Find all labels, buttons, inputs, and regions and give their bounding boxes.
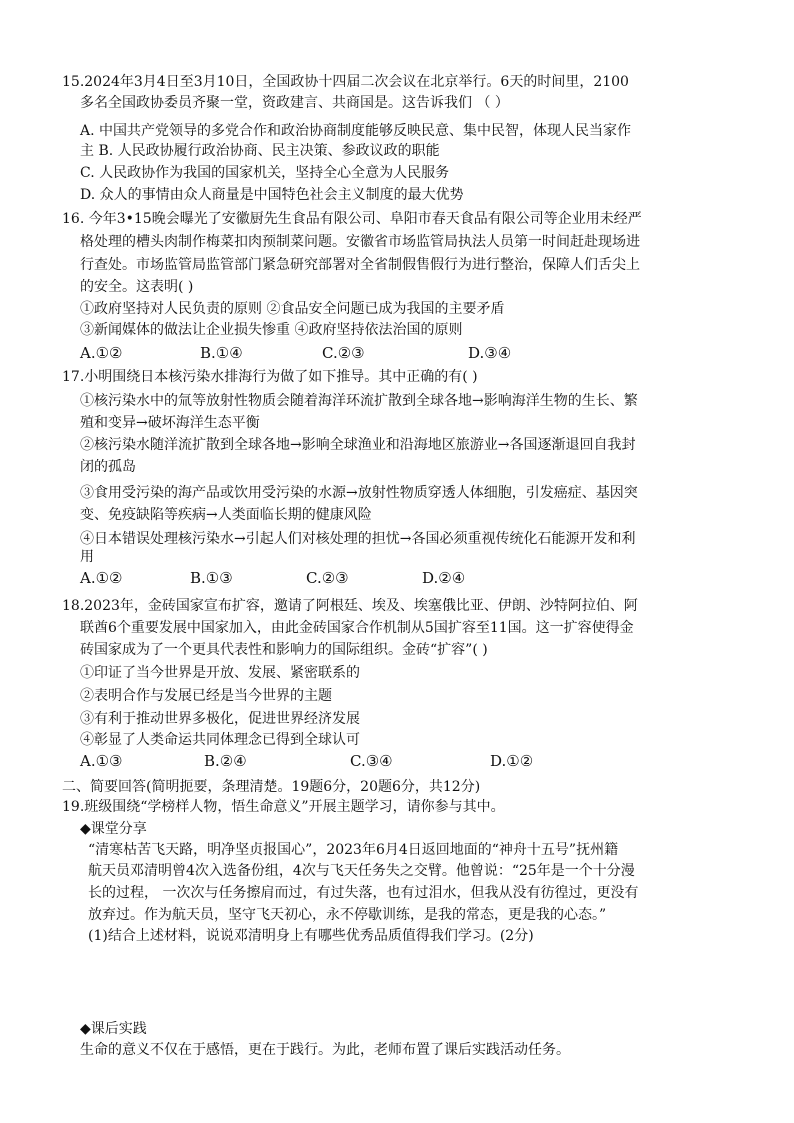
practice-heading: ◆课后实践: [80, 1021, 147, 1037]
q18-statement: ②表明合作与发展已经是当今世界的主题: [80, 688, 332, 704]
q18-line: 砖国家成为了一个更具代表性和影响力的国际组织。金砖“扩容”( ): [80, 642, 488, 658]
q16-option: A.①②: [80, 344, 123, 362]
q17-statement: ④日本错误处理核污染水→引起人们对核处理的担忧→各国必须重视传统化石能源开发和利: [80, 531, 636, 547]
q15-option-a: A. 中国共产党领导的多党合作和政治协商制度能够反映民意、集中民智，体现人民当家作: [80, 123, 632, 139]
q16-line: 行查处。市场监管局监管部门紧急研究部署对全省制假售假行为进行整治，保障人们舌尖上: [80, 257, 640, 273]
practice-line: 生命的意义不仅在于感悟，更在于践行。为此，老师布置了课后实践活动任务。: [80, 1042, 570, 1058]
q18-option: C.③④: [350, 752, 393, 770]
q18-option: B.②④: [204, 752, 247, 770]
q18-statement: ④彰显了人类命运共同体理念已得到全球认可: [80, 732, 360, 748]
q16-option: C.②③: [322, 344, 365, 362]
q17-statement: 殖和变异→破坏海洋生态平衡: [80, 415, 260, 431]
q17-statement: 用: [80, 549, 94, 565]
q18-option: D.①②: [490, 752, 534, 770]
q17-statement: 变、免疫缺陷等疾病→人类面临长期的健康风险: [80, 507, 372, 523]
material-line: 航天员邓清明曾4次入选备份组，4次与飞天任务失之交臂。他曾说：“25年是一个十分漫: [88, 863, 635, 879]
q16-option: B.①④: [200, 344, 243, 362]
q15-line: 15.2024年3月4日至3月10日，全国政协十四届二次会议在北京举行。6天的时间里，2100: [62, 74, 629, 90]
q18-statement: ③有利于推动世界多极化，促进世界经济发展: [80, 711, 360, 727]
q17-statement: 闭的孤岛: [80, 459, 136, 475]
q15-line: 多名全国政协委员齐聚一堂，资政建言、共商国是。这告诉我们 （ ）: [80, 95, 509, 111]
q17-statement: ①核污染水中的氚等放射性物质会随着海洋环流扩散到全球各地→影响海洋生物的生长、繁: [80, 393, 638, 409]
q17-statement: ③食用受污染的海产品或饮用受污染的水源→放射性物质穿透人体细胞，引发癌症、基因突: [80, 485, 638, 501]
section-heading: 二、简要回答(简明扼要，条理清楚。19题6分，20题6分，共12分): [62, 779, 481, 795]
q15-option-d: D. 众人的事情由众人商量是中国特色社会主义制度的最大优势: [80, 187, 464, 203]
q16-line: 16. 今年3•15晚会曝光了安徽厨先生食品有限公司、阜阳市春天食品有限公司等企业用未经严: [62, 211, 642, 227]
q17-option: B.①③: [190, 569, 233, 587]
material-line: 放弃过。作为航天员，坚守飞天初心，永不停歇训练，是我的常态，更是我的心态。”: [88, 907, 607, 923]
q15-option-c: C. 人民政协作为我国的国家机关，坚持全心全意为人民服务: [80, 165, 450, 181]
q17-option: A.①②: [80, 569, 123, 587]
q18-line: 联酋6个重要发展中国家加入，由此金砖国家合作机制从5国扩容至11国。这一扩容使得金: [80, 620, 634, 636]
q16-statement: ③新闻媒体的做法让企业损失惨重 ④政府坚持依法治国的原则: [80, 322, 463, 338]
q18-statement: ①印证了当今世界是开放、发展、紧密联系的: [80, 665, 360, 681]
q16-line: 格处理的槽头肉制作梅菜扣肉预制菜问题。安徽省市场监管局执法人员第一时间赶赴现场进: [80, 234, 640, 250]
q18-line: 18.2023年，金砖国家宣布扩容，邀请了阿根廷、埃及、埃塞俄比亚、伊朗、沙特阿拉伯、阿: [62, 598, 638, 614]
q17-line: 17.小明围绕日本核污染水排海行为做了如下推导。其中正确的有( ): [62, 369, 478, 385]
material-line: “清寒枯苦飞天路，明净坚贞报国心”，2023年6月4日返回地面的“神舟十五号”抚州籍: [88, 842, 619, 858]
material-line: 长的过程， 一次次与任务擦肩而过，有过失落，也有过泪水，但我从没有彷徨过，更没有: [88, 885, 639, 901]
q17-option: C.②③: [306, 569, 349, 587]
q19-title: 19.班级围绕“学榜样人物，悟生命意义”开展主题学习，请你参与其中。: [62, 799, 505, 815]
q16-statement: ①政府坚持对人民负责的原则 ②食品安全问题已成为我国的主要矛盾: [80, 301, 505, 317]
class-share-heading: ◆课堂分享: [80, 821, 147, 837]
q19-sub-question-1: (1)结合上述材料，说说邓清明身上有哪些优秀品质值得我们学习。(2分): [88, 928, 534, 944]
q18-option: A.①③: [80, 752, 123, 770]
q17-statement: ②核污染水随洋流扩散到全球各地→影响全球渔业和沿海地区旅游业→各国逐渐退回自我封: [80, 437, 636, 453]
q16-line: 的安全。这表明( ): [80, 279, 194, 295]
q15-option-b: 主 B. 人民政协履行政治协商、民主决策、参政议政的职能: [80, 143, 440, 159]
q17-option: D.②④: [422, 569, 466, 587]
q16-option: D.③④: [468, 344, 512, 362]
